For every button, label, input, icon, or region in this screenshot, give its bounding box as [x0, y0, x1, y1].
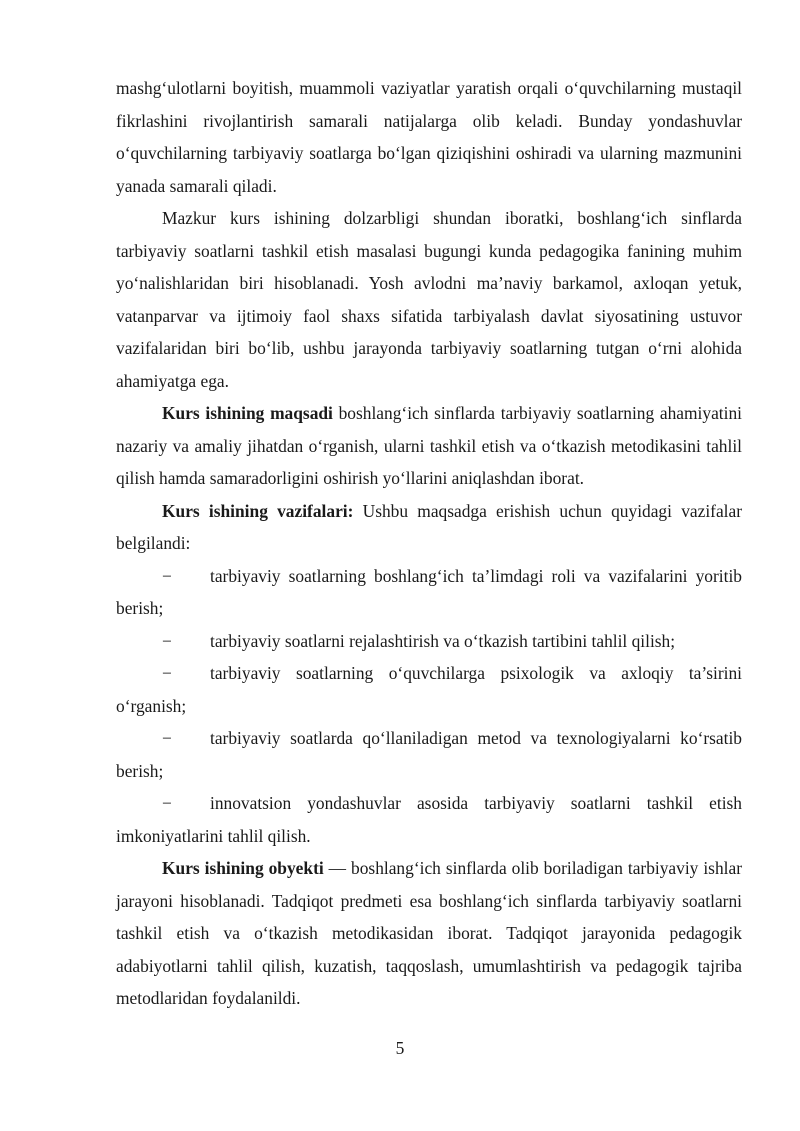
goal-text: boshlang‘ich sinflarda tarbiyaviy soatlarning ahamiyatini nazariy va amaliy jihatdan o‘rganish, ularni tashkil etish va o‘tkazish metodikasini tahlil qilish hamda samaradorligini oshirish yo‘llarini aniqlashdan iborat.: [116, 403, 742, 488]
page-number: 5: [395, 1038, 405, 1058]
list-item: − innovatsion yondashuvlar asosida tarbiyaviy soatlarni tashkil etish imkoniyatlarini tahlil qilish.: [116, 787, 742, 852]
document-body: [116, 72, 742, 1015]
dash-bullet: −: [162, 630, 172, 651]
paragraph-relevance: Mazkur kurs ishining dolzarbligi shundan iboratki, boshlang‘ich sinflarda tarbiyaviy soatlarni tashkil etish masalasi bugungi kunda pedagogika fanining muhim yo‘nalishlaridan biri hisoblanadi. Yosh avlodni ma’naviy barkamol, axloqan yetuk, vatanparvar va ijtimoiy faol shaxs sifatida tarbiyalash davlat siyosatining ustuvor vazifalaridan biri bo‘lib, ushbu jarayonda tarbiyaviy soatlarning tutgan o‘rni alohida ahamiyatga ega.: [116, 208, 742, 391]
list-item: − tarbiyaviy soatlarni rejalashtirish va o‘tkazish tartibini tahlil qilish;: [116, 625, 742, 658]
tasks-text: Ushbu maqsadga erishish uchun quyidagi vazifalar belgilandi:: [116, 500, 743, 553]
paragraph-goal: [116, 397, 742, 495]
dash-bullet: −: [162, 663, 172, 683]
paragraph-object: [116, 852, 742, 1015]
object-heading: Kurs ishining obyekti: [162, 858, 324, 878]
task-list: [116, 560, 742, 853]
tasks-heading: Kurs ishining vazifalari:: [162, 500, 354, 521]
list-item: − tarbiyaviy soatlarning boshlang‘ich ta’limdagi roli va vazifalarini yoritib berish;: [116, 560, 742, 625]
list-item: − tarbiyaviy soatlarda qo‘llaniladigan metod va texnologiyalarni ko‘rsatib berish;: [116, 722, 742, 787]
dash-bullet: −: [162, 793, 172, 813]
paragraph-intro-continuation: mashg‘ulotlarni boyitish, muammoli vaziyatlar yaratish orqali o‘quvchilarning mustaqil fikrlashini rivojlantirish samarali natijalarga olib keladi. Bunday yondashuvlar o‘quvchilarning tarbiyaviy soatlarga bo‘lgan qiziqishini oshiradi va ularning mazmunini yanada samarali qiladi.: [116, 78, 742, 196]
object-text: — boshlang‘ich sinflarda olib boriladigan tarbiyaviy ishlar jarayoni hisoblanadi. Tadqiqot predmeti esa boshlang‘ich sinflarda tarbiyaviy soatlarni tashkil etish va o‘tkazish metodikasidan iborat. Tadqiqot jarayonida pedagogik adabiyotlarni tahlil qilish, kuzatish, taqqoslash, umumlashtirish va pedagogik tajriba metodlaridan foydalanildi.: [116, 858, 742, 1008]
dash-bullet: −: [162, 728, 172, 748]
list-item: − tarbiyaviy soatlarning o‘quvchilarga psixologik va axloqiy ta’sirini o‘rganish;: [116, 657, 742, 722]
goal-heading: Kurs ishining maqsadi: [162, 403, 333, 423]
dash-bullet: −: [162, 565, 172, 586]
paragraph-tasks: [116, 495, 742, 560]
